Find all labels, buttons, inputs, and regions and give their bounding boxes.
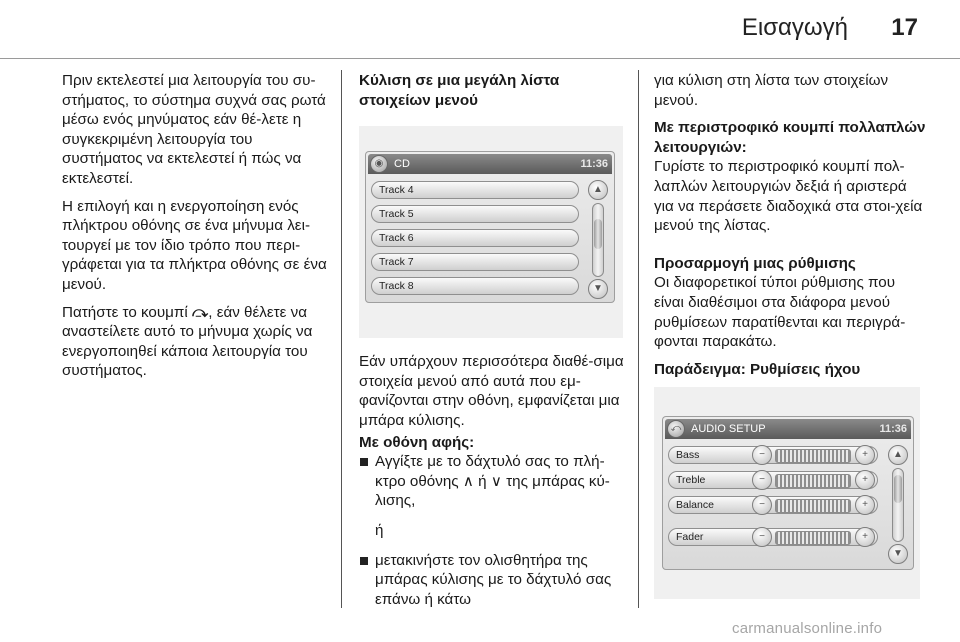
- heading-adjust-setting: Προσαρμογή μιας ρύθμισης: [654, 254, 856, 272]
- scrollbar-thumb[interactable]: [594, 219, 602, 249]
- screen-title: CD: [394, 158, 410, 171]
- screen-title: AUDIO SETUP: [691, 423, 766, 436]
- minus-icon: −: [759, 474, 765, 486]
- setting-label: Fader: [676, 531, 704, 544]
- column-2: [359, 71, 629, 609]
- paragraph: Γυρίστε το περιστροφικό κουμπί πολ-λαπλών λειτουργιών δεξιά ή αριστερά για να περάσετε διαδοχικά στα στοι-χεία μενού της λίστας.: [654, 158, 923, 235]
- minus-icon: −: [759, 531, 765, 543]
- back-arrow-icon: ⤼: [192, 303, 209, 321]
- cd-icon: ◉: [370, 155, 388, 173]
- track-item[interactable]: Track 5: [371, 205, 579, 223]
- heading-example-audio: Παράδειγμα: Ρυθμίσεις ήχου: [654, 360, 861, 378]
- or-text: ή: [375, 521, 384, 539]
- scroll-up-button[interactable]: [588, 180, 608, 200]
- page-number: 17: [891, 14, 918, 41]
- chevron-down-icon: ▼: [593, 283, 603, 295]
- page-header: [0, 0, 960, 59]
- cd-screen: [365, 151, 615, 303]
- screen-clock: 11:36: [580, 158, 608, 171]
- chevron-down-icon: ▼: [893, 548, 903, 560]
- paragraph: Πριν εκτελεστεί μια λειτουργία του συ-στήματος, το σύστημα συχνά σας ρωτά μέσω ενός μηνύματος εάν θέ-λετε η συγκεκριμένη λειτουργία του συστήματος να εκτελεστεί ή πώς να εκτελεστεί.: [62, 72, 326, 187]
- level-slider[interactable]: [775, 531, 851, 545]
- watermark: carmanualsonline.info: [732, 620, 883, 637]
- chevron-up-icon: ▲: [893, 449, 903, 461]
- track-item[interactable]: Track 8: [371, 277, 579, 295]
- column-divider-right: [638, 70, 639, 608]
- screen-titlebar: [368, 154, 612, 174]
- column-3: [654, 71, 926, 599]
- plus-icon: +: [862, 474, 868, 486]
- audio-setup-screenshot: [654, 387, 920, 599]
- scroll-up-button[interactable]: [888, 445, 908, 465]
- minus-icon: −: [759, 449, 765, 461]
- cd-screenshot: [359, 126, 623, 338]
- paragraph: [62, 303, 330, 381]
- plus-icon: +: [862, 531, 868, 543]
- screen-titlebar: [665, 419, 911, 439]
- plus-icon: +: [862, 449, 868, 461]
- paragraph-text: Πατήστε το κουμπί: [62, 303, 192, 321]
- track-item[interactable]: Track 7: [371, 253, 579, 271]
- scrollbar-thumb[interactable]: [894, 475, 902, 503]
- back-arrow-icon[interactable]: ⤺: [667, 420, 685, 438]
- paragraph: Εάν υπάρχουν περισσότερα διαθέ-σιμα στοιχεία μενού από αυτά που εμ-φανίζονται στην οθόνη, εμφανίζεται μια μπάρα κύλισης.: [359, 353, 624, 429]
- paragraph-text: , εάν θέλετε να αναστείλετε αυτό το μήνυμα χωρίς να ενεργοποιηθεί κάποια λειτουργία του συστήματος.: [62, 303, 313, 380]
- heading-scroll-list: Κύλιση σε μια μεγάλη λίστα στοιχείων μενού: [359, 72, 560, 109]
- paragraph: Η επιλογή και η ενεργοποίηση ενός πλήκτρου οθόνης σε ένα μήνυμα λει-τουργεί με τον ίδιο τρόπο που περι-γράφεται για τα πλήκτρα οθόνης σε ένα μενού.: [62, 197, 327, 293]
- paragraph: για κύλιση στη λίστα των στοιχείων μενού.: [654, 72, 889, 109]
- setting-label: Bass: [676, 449, 700, 462]
- level-slider[interactable]: [775, 499, 851, 513]
- track-item[interactable]: Track 6: [371, 229, 579, 247]
- paragraph: Οι διαφορετικοί τύποι ρύθμισης που είναι διαθέσιμοι στα διάφορα μενού ρυθμίσεων παρατίθενται και περιγρά-φονται παρακάτω.: [654, 274, 906, 351]
- setting-label: Treble: [676, 474, 706, 487]
- column-divider-left: [341, 70, 342, 608]
- minus-icon: −: [759, 499, 765, 511]
- track-item[interactable]: Track 4: [371, 181, 579, 199]
- column-1: [62, 71, 330, 389]
- level-slider[interactable]: [775, 474, 851, 488]
- setting-label: Balance: [676, 499, 714, 512]
- heading-knob: Με περιστροφικό κουμπί πολλαπλών λειτουργιών:: [654, 119, 926, 156]
- plus-icon: +: [862, 499, 868, 511]
- scrollbar-track[interactable]: [592, 203, 604, 277]
- audio-setup-screen: [662, 416, 914, 570]
- chevron-up-icon: ▲: [593, 184, 603, 196]
- screen-clock: 11:36: [879, 423, 907, 436]
- section-title: Εισαγωγή: [741, 14, 848, 41]
- heading-touchscreen: Με οθόνη αφής:: [359, 433, 475, 451]
- bullet-item: Αγγίξτε με το δάχτυλό σας το πλή-κτρο οθόνης ∧ ή ∨ της μπάρας κύ-λισης,: [359, 452, 629, 511]
- scroll-down-button[interactable]: [588, 279, 608, 299]
- bullet-item: μετακινήστε τον ολισθητήρα της μπάρας κύλισης με το δάχτυλό σας επάνω ή κάτω: [359, 551, 629, 610]
- level-slider[interactable]: [775, 449, 851, 463]
- scroll-down-button[interactable]: [888, 544, 908, 564]
- scrollbar-track[interactable]: [892, 468, 904, 542]
